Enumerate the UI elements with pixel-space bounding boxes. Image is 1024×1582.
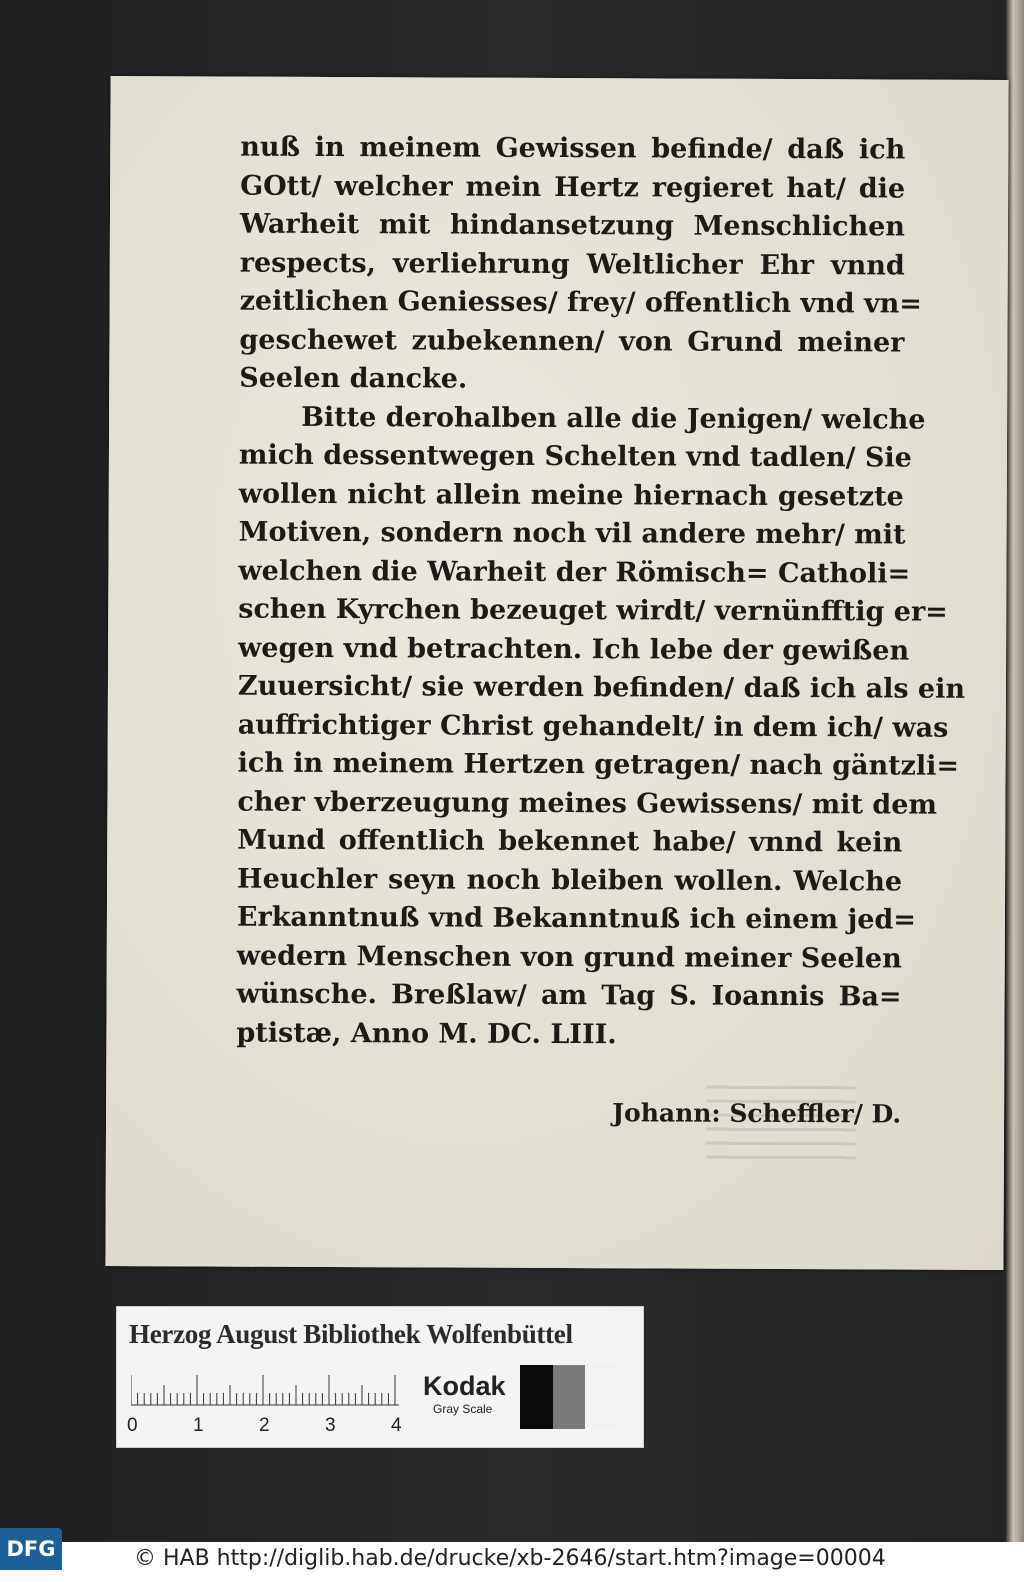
page-text	[236, 129, 966, 1056]
gray-swatch	[585, 1365, 618, 1429]
ruler-number: 4	[391, 1415, 402, 1436]
text-line: zeitlichen Geniesses/ frey/ offentlich vnd vn=	[239, 285, 923, 320]
text-line: ptistæ, Anno M. DC. LIII.	[236, 1017, 617, 1050]
text-line: geschewet zubekennen/ von Grund meiner	[239, 324, 905, 359]
text-line: schen Kyrchen bezeuget wirdt/ vernünfftig er=	[238, 593, 948, 628]
kodak-logo: Kodak	[423, 1371, 506, 1401]
text-line: mich dessentwegen Schelten vnd tadlen/ Sie	[238, 439, 912, 474]
text-line: Mund offentlich bekennet habe/ vnnd kein	[237, 824, 903, 859]
document-page	[105, 76, 1008, 1270]
ruler-scale	[131, 1369, 399, 1409]
text-line: wollen nicht allein meine hiernach gesetzte	[238, 478, 904, 513]
text-line: respects, verliehrung Weltlicher Ehr vnnd	[239, 247, 905, 282]
credit-link[interactable]: © HAB http://diglib.hab.de/drucke/xb-2646/start.htm?image=00004	[134, 1546, 886, 1571]
text-line: Erkanntnuß vnd Bekanntnuß ich einem jed=	[236, 901, 917, 936]
ruler-number: 1	[193, 1415, 204, 1436]
gray-swatch	[520, 1365, 553, 1429]
text-line: wünsche. Breßlaw/ am Tag S. Ioannis Ba=	[236, 978, 902, 1013]
ruler-number: 2	[259, 1415, 270, 1436]
text-line: ich in meinem Hertzen getragen/ nach gäntzli=	[237, 747, 960, 782]
text-line: cher vberzeugung meines Gewissens/ mit dem	[237, 786, 938, 821]
text-line: wegen vnd betrachten. Ich lebe der gewißen	[238, 632, 910, 667]
gray-swatches	[520, 1365, 618, 1429]
color-calibration-bar	[116, 1306, 644, 1448]
text-line: auffrichtiger Christ gehandelt/ in dem ich/ was	[237, 709, 949, 744]
grayscale-label: Gray Scale	[433, 1402, 493, 1416]
ruler-number: 0	[127, 1415, 138, 1436]
text-line: nuß in meinem Gewissen befinde/ daß ich	[240, 131, 906, 166]
library-name: Herzog August Bibliothek Wolfenbüttel	[129, 1319, 573, 1349]
text-line: Seelen dancke.	[239, 362, 468, 395]
text-line: Warheit mit hindansetzung Menschlichen	[239, 208, 906, 243]
text-line: GOtt/ welcher mein Hertz regieret hat/ die	[240, 170, 906, 205]
ruler-number: 3	[325, 1415, 336, 1436]
text-line: Heuchler seyn noch bleiben wollen. Welche	[237, 863, 903, 898]
text-line: welchen die Warheit der Römisch= Catholi=	[238, 555, 911, 590]
gray-swatch	[553, 1365, 586, 1429]
dfg-logo: DFG	[0, 1528, 62, 1570]
signature: Johann: Scheffler/ D.	[612, 1098, 902, 1129]
ruler-numbers	[127, 1415, 417, 1437]
next-page-edge	[1006, 0, 1024, 1542]
text-line: Bitte derohalben alle die Jenigen/ welche	[301, 401, 926, 436]
text-line: Motiven, sondern noch vil andere mehr/ mit	[238, 516, 906, 551]
text-line: Zuuersicht/ sie werden befinden/ daß ich als ein	[237, 670, 966, 705]
text-line: wedern Menschen von grund meiner Seelen	[236, 940, 902, 975]
